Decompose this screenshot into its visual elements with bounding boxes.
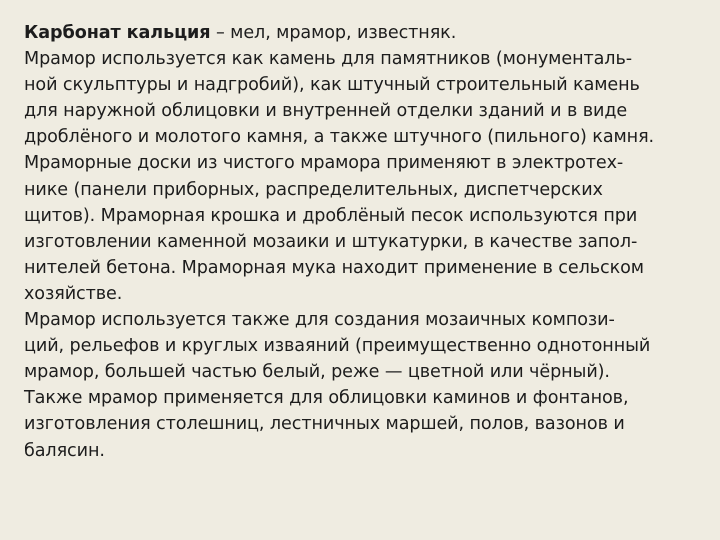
text-line: для наружной облицовки и внутренней отделки зданий и в виде bbox=[24, 101, 628, 122]
text-line: Также мрамор применяется для облицовки каминов и фонтанов, bbox=[24, 388, 629, 409]
text-line: Мрамор используется также для создания мозаичных компози- bbox=[24, 310, 615, 331]
text-line: Мрамор используется как камень для памятников (монументаль- bbox=[24, 49, 632, 70]
text-line: хозяйстве. bbox=[24, 283, 123, 304]
text-line: нике (панели приборных, распределительных, диспетчерских bbox=[24, 179, 603, 200]
heading-rest: – мел, мрамор, известняк. bbox=[210, 23, 457, 43]
text-line: ций, рельефов и круглых изваяний (преимущественно однотонный bbox=[24, 336, 651, 357]
text-line: щитов). Мраморная крошка и дроблёный песок используются при bbox=[24, 205, 638, 226]
heading-term: Карбонат кальция bbox=[24, 23, 211, 43]
text-line: ной скульптуры и надгробий), как штучный строительный камень bbox=[24, 75, 640, 96]
text-line: балясин. bbox=[24, 440, 105, 461]
text-line: изготовлении каменной мозаики и штукатурки, в качестве запол- bbox=[24, 231, 638, 252]
heading-line bbox=[24, 20, 714, 46]
text-line: дроблёного и молотого камня, а также штучного (пильного) камня. bbox=[24, 127, 655, 148]
text-line: Мраморные доски из чистого мрамора применяют в электротех- bbox=[24, 153, 624, 174]
slide-text-block bbox=[24, 20, 714, 464]
text-line: нителей бетона. Мраморная мука находит применение в сельском bbox=[24, 257, 644, 278]
text-line: изготовления столешниц, лестничных маршей, полов, вазонов и bbox=[24, 414, 625, 435]
text-line: мрамор, большей частью белый, реже — цветной или чёрный). bbox=[24, 362, 610, 383]
